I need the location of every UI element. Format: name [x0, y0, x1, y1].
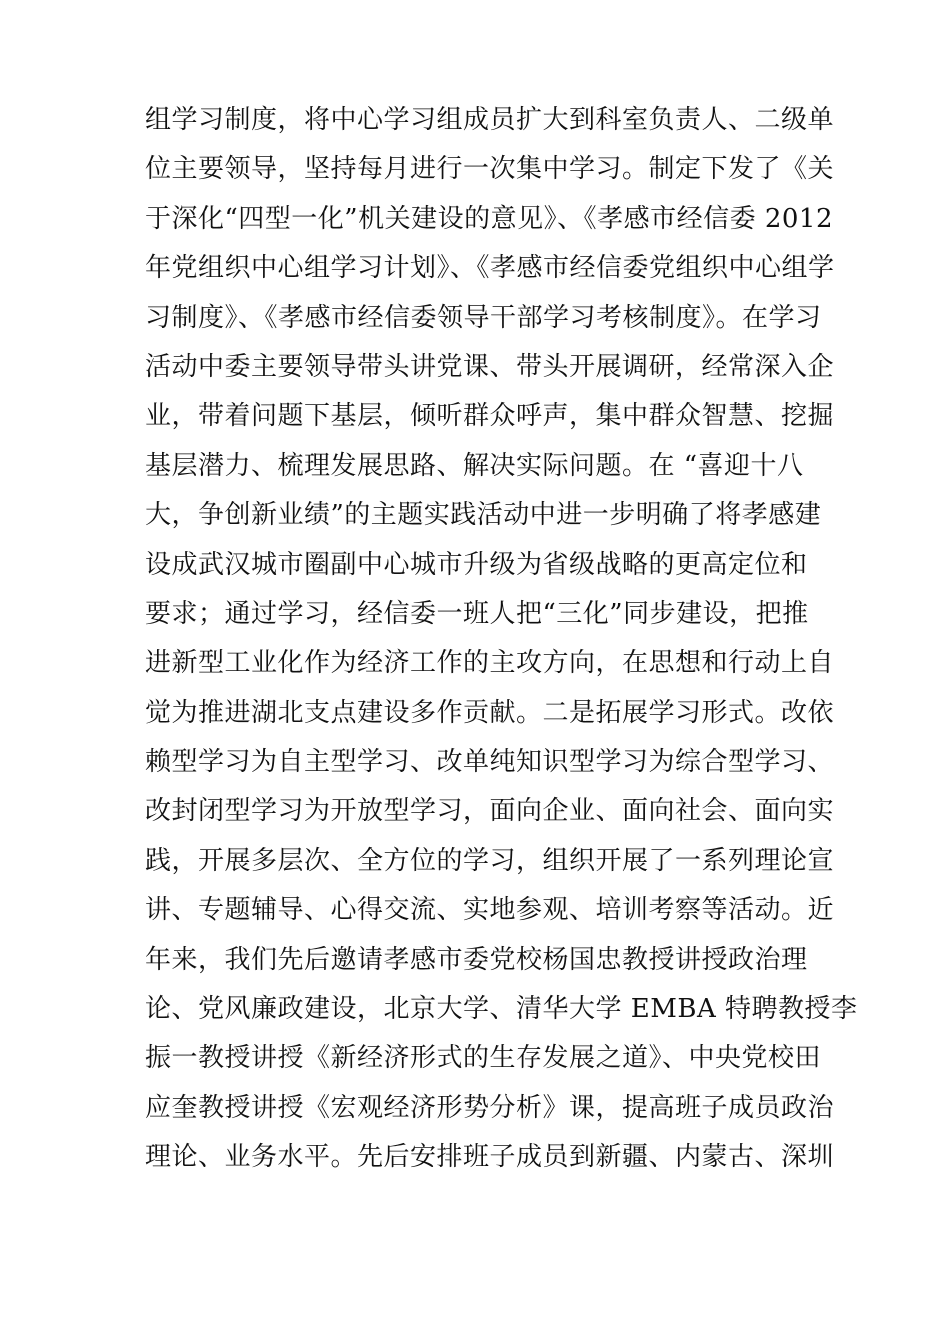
text-line: 基层潜力、梳理发展思路、解决实际问题。在 “喜迎十八: [145, 450, 804, 481]
text-line: 觉为推进湖北支点建设多作贡献。二是拓展学习形式。改依: [145, 697, 835, 728]
text-line: 于深化“四型一化”机关建设的意见》、《孝感市经信委 2012: [145, 203, 834, 234]
text-line: 位主要领导，坚持每月进行一次集中学习。制定下发了《关: [145, 154, 835, 185]
text-line: 赖型学习为自主型学习、改单纯知识型学习为综合型学习、: [145, 747, 835, 778]
text-line: 振一教授讲授《新经济形式的生存发展之道》、中央党校田: [145, 1043, 822, 1074]
text-line: 进新型工业化作为经济工作的主攻方向，在思想和行动上自: [145, 648, 835, 679]
text-line: 论、党风廉政建设，北京大学、清华大学 EMBA 特聘教授李: [145, 994, 858, 1025]
text-line: 改封闭型学习为开放型学习，面向企业、面向社会、面向实: [145, 796, 835, 827]
text-line: 理论、业务水平。先后安排班子成员到新疆、内蒙古、深圳: [145, 1142, 835, 1173]
text-line: 践，开展多层次、全方位的学习，组织开展了一系列理论宣: [145, 845, 835, 876]
text-line: 年党组织中心组学习计划》、《孝感市经信委党组织中心组学: [145, 253, 835, 284]
text-line: 大，争创新业绩”的主题实践活动中进一步明确了将孝感建: [145, 500, 822, 531]
text-line: 习制度》、《孝感市经信委领导干部学习考核制度》。在学习: [145, 302, 822, 333]
text-line: 要求；通过学习，经信委一班人把“三化”同步建设，把推: [145, 598, 809, 629]
text-line: 讲、专题辅导、心得交流、实地参观、培训考察等活动。近: [145, 895, 835, 926]
text-line: 业，带着问题下基层，倾听群众呼声，集中群众智慧、挖掘: [145, 401, 835, 432]
text-line: 组学习制度，将中心学习组成员扩大到科室负责人、二级单: [145, 105, 835, 135]
text-line: 年来，我们先后邀请孝感市委党校杨国忠教授讲授政治理: [145, 944, 808, 975]
body-text: [145, 96, 858, 1183]
text-line: 设成武汉城市圈副中心城市升级为省级战略的更高定位和: [145, 549, 808, 580]
text-line: 应奎教授讲授《宏观经济形势分析》课，提高班子成员政治: [145, 1092, 835, 1123]
text-line: 活动中委主要领导带头讲党课、带头开展调研，经常深入企: [145, 351, 835, 382]
